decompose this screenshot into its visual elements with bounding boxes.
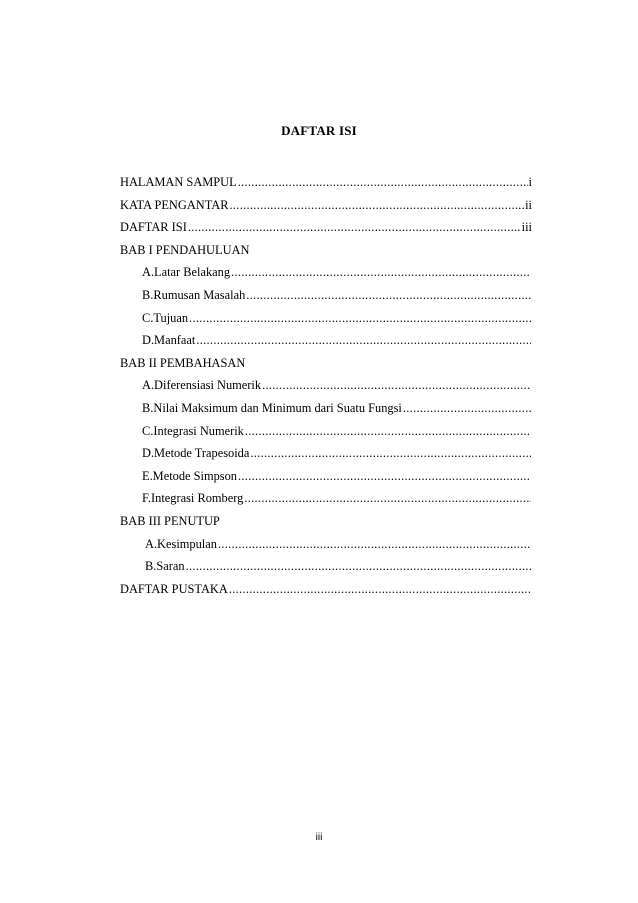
toc-entry-marker: B.: [142, 287, 154, 302]
toc-entry-nilai-maksimum: [120, 401, 532, 424]
toc-entry-daftar-isi: [120, 220, 532, 243]
dot-leader: [262, 378, 531, 393]
toc-chapter-bab-3: [120, 514, 532, 537]
toc-entry-saran: [120, 559, 532, 582]
toc-entry-label: DAFTAR ISI: [120, 220, 187, 235]
toc-entry-tujuan: [120, 311, 532, 334]
toc-entry-metode-simpson: [120, 469, 532, 492]
toc-entry-label: KATA PENGANTAR: [120, 197, 229, 212]
toc-entry-label: HALAMAN SAMPUL: [120, 175, 237, 189]
toc-entry-metode-trapesoida: [120, 446, 532, 469]
page-title: DAFTAR ISI: [281, 123, 357, 138]
toc-entry-label: BAB II PEMBAHASAN: [120, 355, 246, 370]
dot-leader: [246, 288, 531, 303]
toc-entry-label: Rumusan Masalah: [153, 287, 246, 302]
dot-leader: [403, 401, 531, 416]
dot-leader: [229, 582, 531, 597]
dot-leader: [196, 333, 531, 348]
toc-chapter-bab-1: [120, 243, 532, 266]
dot-leader: [218, 537, 531, 552]
toc-entry-label: Kesimpulan: [157, 536, 217, 551]
dot-leader: [186, 559, 531, 574]
dot-leader: [231, 265, 531, 280]
toc-entry-diferensiasi-numerik: [120, 378, 532, 401]
toc-entry-kesimpulan: [120, 537, 532, 560]
toc-entry-label: Diferensiasi Numerik: [154, 378, 262, 393]
footer-page-number: iii: [315, 832, 323, 843]
dot-leader: [250, 446, 531, 461]
dot-leader: [189, 311, 531, 326]
dot-leader: [245, 424, 531, 439]
toc-entry-latar-belakang: [120, 265, 532, 288]
dot-leader: [244, 491, 531, 506]
dot-leader: [238, 469, 531, 484]
toc-entry-page: ii: [525, 197, 532, 212]
toc-chapter-bab-2: [120, 356, 532, 379]
toc-entry-marker: A.: [145, 536, 158, 551]
toc-entry-marker: D.: [142, 333, 155, 348]
dot-leader: [230, 198, 525, 213]
toc-entry-label: Tujuan: [153, 310, 189, 325]
toc-entry-daftar-pustaka: [120, 582, 532, 605]
toc-entry-marker: C.: [142, 423, 154, 438]
toc-entry-page: i: [528, 175, 532, 189]
toc-entry-marker: E.: [142, 468, 153, 483]
toc-entry-page: iii: [521, 220, 532, 235]
toc-entry-halaman-sampul: [120, 175, 532, 198]
toc-entry-marker: B.: [145, 559, 157, 574]
toc-entry-manfaat: [120, 333, 532, 356]
toc-entry-marker: C.: [142, 310, 154, 325]
toc-entry-label: Metode Trapesoida: [154, 446, 250, 461]
toc-entry-label: Metode Simpson: [152, 468, 237, 483]
toc-entry-label: Manfaat: [154, 333, 196, 348]
toc-entry-integrasi-romberg: [120, 491, 532, 514]
toc-entry-label: Latar Belakang: [154, 265, 231, 280]
toc-entry-label: BAB III PENUTUP: [120, 513, 220, 528]
dot-leader: [188, 220, 521, 235]
table-of-contents: [120, 175, 532, 604]
toc-entry-marker: A.: [142, 265, 155, 280]
toc-entry-rumusan-masalah: [120, 288, 532, 311]
toc-entry-label: BAB I PENDAHULUAN: [120, 242, 250, 257]
dot-leader: [238, 175, 528, 190]
toc-entry-integrasi-numerik: [120, 424, 532, 447]
toc-entry-label: Nilai Maksimum dan Minimum dari Suatu Fungsi: [153, 400, 402, 415]
toc-entry-marker: F.: [142, 491, 151, 506]
toc-entry-label: Saran: [156, 559, 185, 574]
toc-entry-marker: B.: [142, 400, 154, 415]
toc-entry-label: Integrasi Romberg: [151, 491, 244, 506]
toc-entry-label: Integrasi Numerik: [153, 423, 244, 438]
toc-entry-label: DAFTAR PUSTAKA: [120, 581, 228, 596]
toc-entry-marker: D.: [142, 446, 155, 461]
toc-entry-kata-pengantar: [120, 198, 532, 221]
toc-entry-marker: A.: [142, 378, 155, 393]
